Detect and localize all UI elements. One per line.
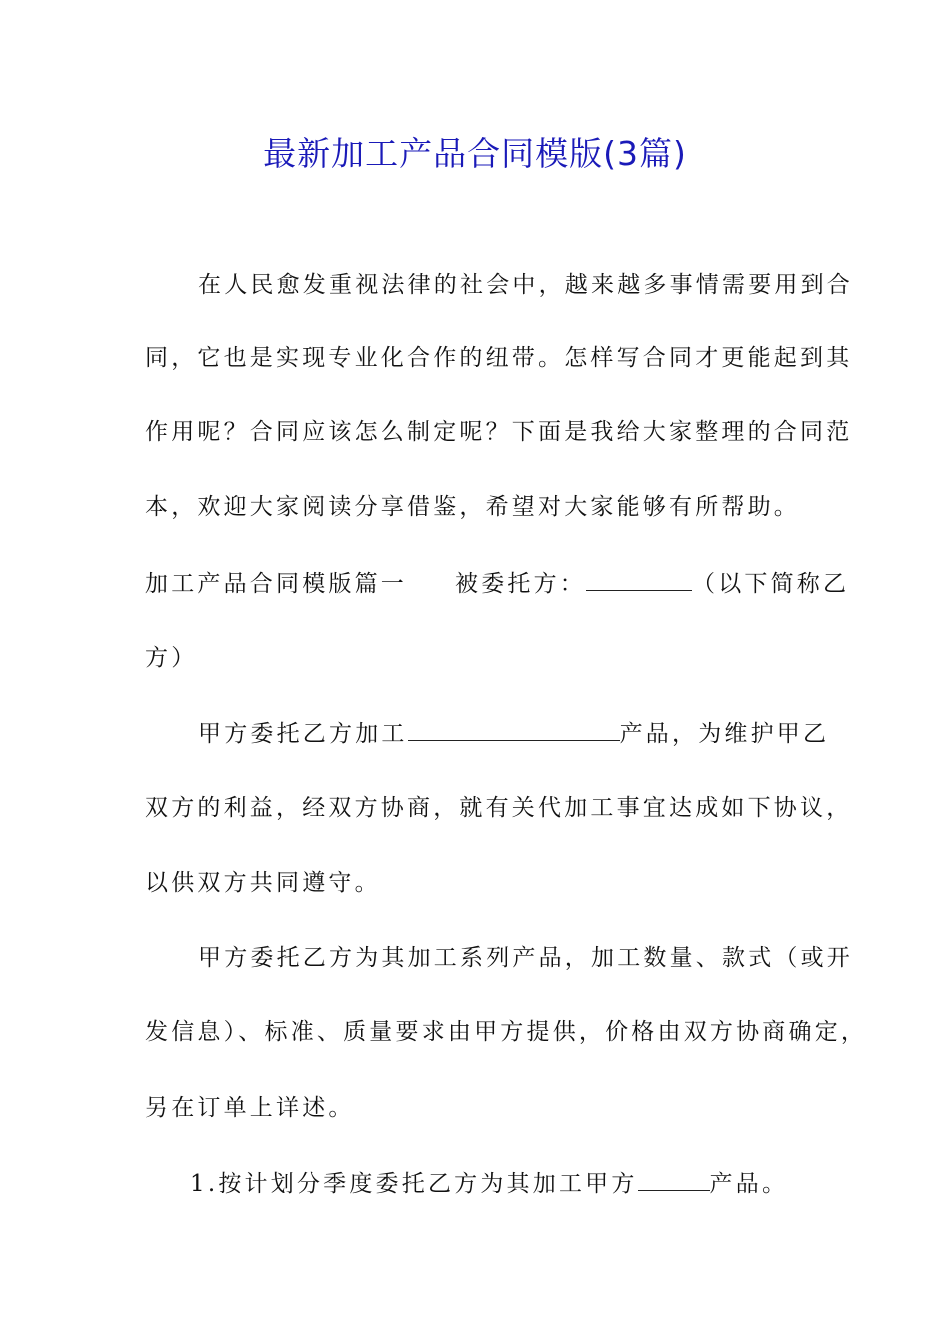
section-heading: 加工产品合同模版篇一 — [145, 571, 407, 597]
party-suffix: （以下简称乙 — [692, 571, 850, 597]
item-1-blank — [638, 1168, 710, 1191]
para1-line-2: 双方的利益，经双方协商，就有关代加工事宜达成如下协议， — [145, 795, 853, 821]
para2-line-1: 甲方委托乙方为其加工系列产品，加工数量、款式（或开 — [198, 945, 853, 971]
para2-line-2: 发信息）、标准、质量要求由甲方提供，价格由双方协商确定， — [145, 1019, 868, 1045]
intro-line-3: 作用呢？合同应该怎么制定呢？下面是我给大家整理的合同范 — [145, 419, 853, 445]
intro-line-2: 同，它也是实现专业化合作的纽带。怎样写合同才更能起到其 — [145, 345, 853, 371]
product-blank — [408, 718, 620, 741]
item-1-line — [190, 1168, 810, 1199]
intro-line-4: 本，欢迎大家阅读分享借鉴，希望对大家能够有所帮助。 — [145, 494, 800, 520]
para2-line-3: 另在订单上详述。 — [145, 1095, 355, 1121]
document-title: 最新加工产品合同模版(3篇) — [263, 134, 687, 173]
para1-line-3: 以供双方共同遵守。 — [145, 870, 381, 896]
party-name-blank — [586, 568, 692, 591]
item-1-suffix: 产品。 — [709, 1171, 789, 1197]
para1-suffix: 产品，为维护甲乙 — [619, 721, 830, 747]
para1-line-1 — [198, 718, 830, 749]
section-heading-line — [145, 568, 850, 599]
intro-line-1: 在人民愈发重视法律的社会中，越来越多事情需要用到合 — [198, 272, 853, 298]
party-suffix-line: 方） — [145, 645, 198, 671]
party-label: 被委托方： — [455, 571, 586, 597]
item-1-prefix: 1.按计划分季度委托乙方为其加工甲方 — [190, 1171, 638, 1197]
para1-prefix: 甲方委托乙方加工 — [198, 721, 408, 747]
